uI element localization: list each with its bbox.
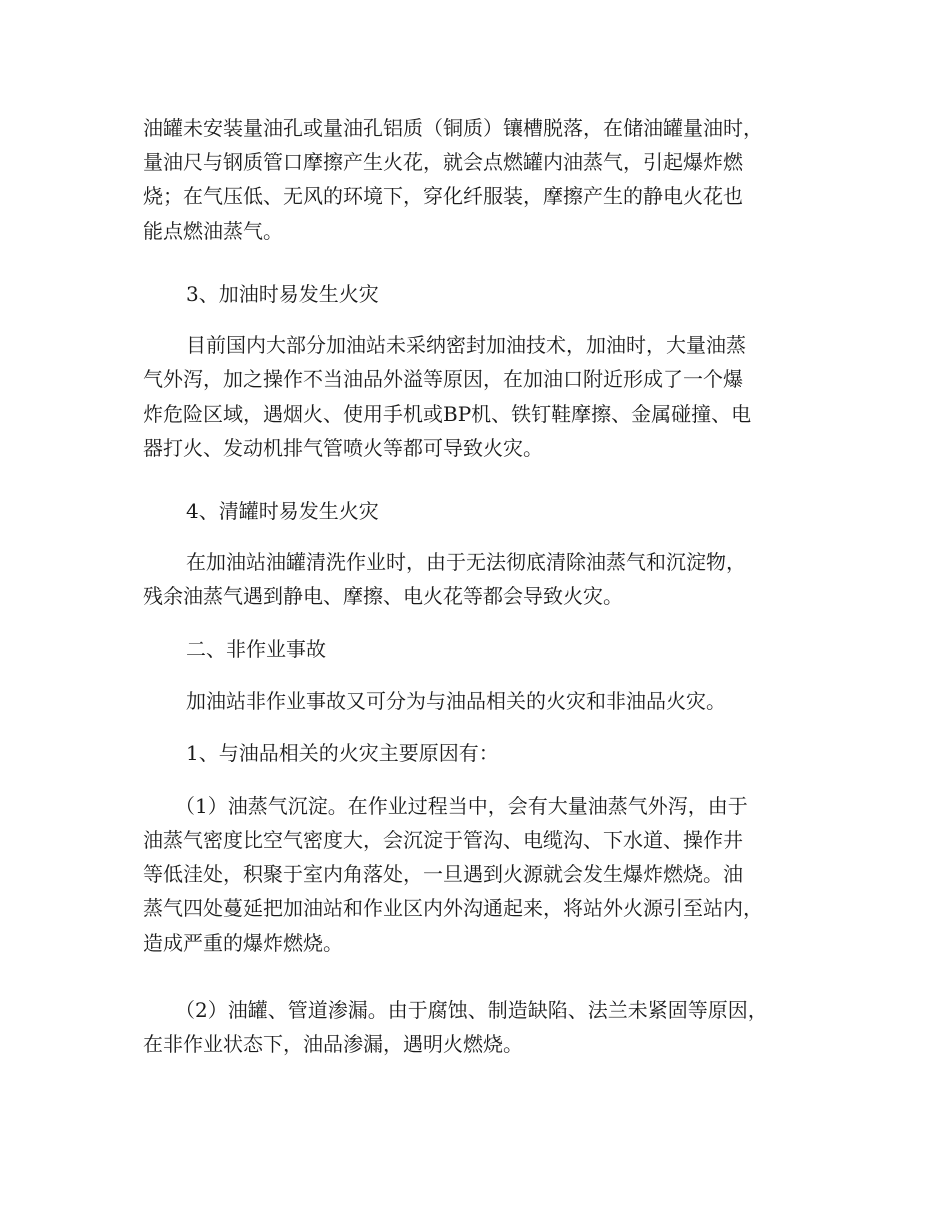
paragraph-line: 器打火、发动机排气管喷火等都可导致火灾。	[143, 436, 543, 460]
paragraph-line: 残余油蒸气遇到静电、摩擦、电火花等都会导致火灾。	[143, 584, 623, 608]
paragraph-line: 量油尺与钢质管口摩擦产生火花，就会点燃罐内油蒸气，引起爆炸燃	[143, 150, 743, 174]
paragraph-line: 油罐未安装量油孔或量油孔铝质（铜质）镶槽脱落，在储油罐量油时，	[143, 116, 763, 140]
section-heading: 4、清罐时易发生火灾	[186, 499, 379, 523]
section-heading: 二、非作业事故	[186, 637, 326, 661]
paragraph-line: 油蒸气密度比空气密度大，会沉淀于管沟、电缆沟、下水道、操作井	[143, 828, 743, 852]
paragraph-line: 气外泻，加之操作不当油品外溢等原因，在加油口附近形成了一个爆	[143, 367, 743, 391]
paragraph-line: 造成严重的爆炸燃烧。	[143, 931, 343, 955]
section-heading: 3、加油时易发生火灾	[186, 282, 379, 306]
paragraph-line: （1）油蒸气沉淀。在作业过程当中，会有大量油蒸气外泻，由于	[175, 794, 748, 818]
paragraph-line: 等低洼处，积聚于室内角落处，一旦遇到火源就会发生爆炸燃烧。油	[143, 862, 743, 886]
paragraph-line: 目前国内大部分加油站未采纳密封加油技术，加油时，大量油蒸	[186, 333, 746, 357]
paragraph-line: 在加油站油罐清洗作业时，由于无法彻底清除油蒸气和沉淀物，	[186, 550, 746, 574]
paragraph-line: 烧；在气压低、无风的环境下，穿化纤服装，摩擦产生的静电火花也	[143, 184, 743, 208]
paragraph-line: 能点燃油蒸气。	[143, 219, 283, 243]
paragraph-line: 炸危险区域，遇烟火、使用手机或BP机、铁钉鞋摩擦、金属碰撞、电	[143, 402, 752, 426]
paragraph-line: 在非作业状态下，油品渗漏，遇明火燃烧。	[143, 1032, 523, 1056]
paragraph-line: （2）油罐、管道渗漏。由于腐蚀、制造缺陷、法兰未紧固等原因，	[175, 998, 768, 1022]
paragraph-line: 蒸气四处蔓延把加油站和作业区内外沟通起来，将站外火源引至站内，	[143, 896, 763, 920]
section-heading: 1、与油品相关的火灾主要原因有：	[186, 741, 499, 765]
paragraph-line: 加油站非作业事故又可分为与油品相关的火灾和非油品火灾。	[186, 689, 726, 713]
